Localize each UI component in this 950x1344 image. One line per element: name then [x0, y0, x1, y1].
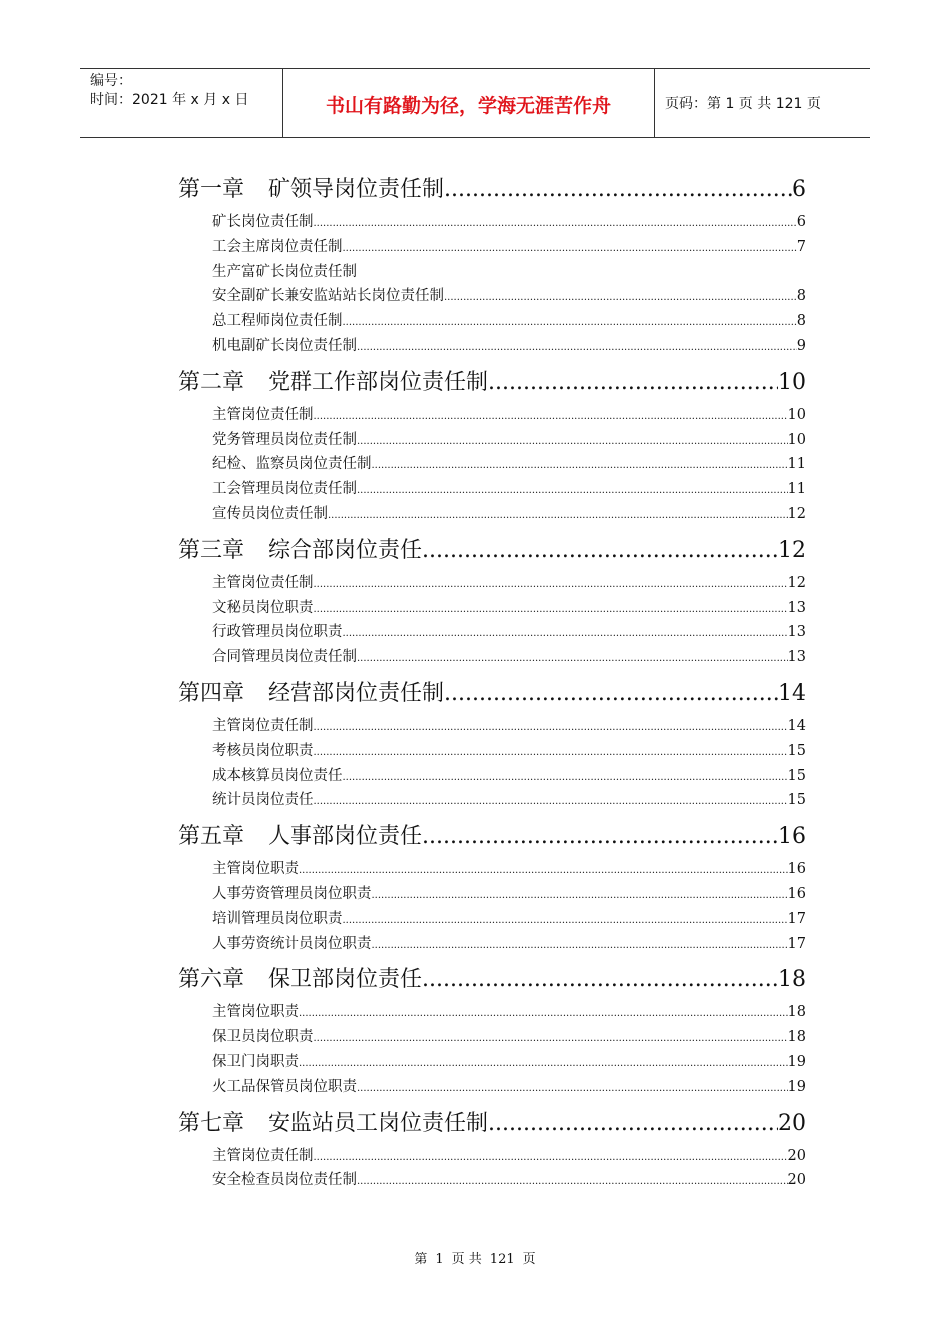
- footer-suffix: 页: [522, 1252, 536, 1267]
- chapter-page: 12: [778, 537, 806, 563]
- chapter-title: 综合部岗位责任: [268, 537, 423, 563]
- dot-leader: [299, 865, 788, 876]
- dot-leader: [357, 342, 797, 353]
- header-meta-cell: [80, 69, 283, 137]
- page-footer: [0, 1248, 950, 1267]
- section-title: 党务管理员岗位责任制: [212, 431, 357, 448]
- section-entry[interactable]: [178, 210, 806, 235]
- section-entry[interactable]: [178, 907, 806, 932]
- chapter-entry[interactable]: [178, 1106, 806, 1138]
- dot-leader: [314, 579, 788, 590]
- dot-leader: [299, 1058, 788, 1069]
- chapter-number: 第五章: [178, 824, 245, 850]
- chapter-label: [178, 172, 444, 203]
- dot-leader: [314, 796, 788, 807]
- section-title: 培训管理员岗位职责: [212, 910, 343, 927]
- section-title: 宣传员岗位责任制: [212, 505, 328, 522]
- section-page: 15: [787, 792, 806, 809]
- dot-leader: [488, 1111, 778, 1136]
- section-entry[interactable]: [178, 403, 806, 428]
- section-page: 10: [787, 431, 806, 448]
- section-entry[interactable]: [178, 284, 806, 309]
- chapter-entry[interactable]: [178, 962, 806, 994]
- chapter-entry[interactable]: [178, 819, 806, 851]
- section-title: 主管岗位责任制: [212, 406, 314, 423]
- table-of-contents: [178, 166, 806, 1193]
- motto-text: 书山有路勤为径，学海无涯苦作舟: [325, 95, 611, 117]
- dot-leader: [343, 628, 788, 639]
- section-page: 13: [787, 649, 806, 666]
- code-label: 编号：: [90, 73, 132, 89]
- chapter-title: 经营部岗位责任制: [268, 680, 445, 706]
- header-page-cell: [655, 69, 870, 137]
- section-title: 火工品保管员岗位职责: [212, 1078, 357, 1095]
- dot-leader: [422, 824, 778, 849]
- section-title: 合同管理员岗位责任制: [212, 649, 357, 666]
- section-entry[interactable]: [178, 1075, 806, 1100]
- section-page: 10: [787, 406, 806, 423]
- dot-leader: [422, 967, 778, 992]
- section-entry[interactable]: [178, 764, 806, 789]
- section-title: 工会管理员岗位责任制: [212, 481, 357, 498]
- dot-leader: [357, 485, 788, 496]
- dot-leader: [357, 1176, 788, 1187]
- chapter-page: 14: [778, 680, 806, 706]
- chapter-title: 人事部岗位责任: [268, 824, 423, 850]
- footer-current-page: 1: [435, 1252, 444, 1267]
- section-title: 人事劳资管理员岗位职责: [212, 885, 372, 902]
- chapter-entry[interactable]: [178, 172, 806, 204]
- chapter-page: 6: [792, 177, 806, 202]
- dot-leader: [357, 436, 788, 447]
- section-title: 主管岗位职责: [212, 861, 299, 878]
- dot-leader: [444, 681, 778, 706]
- section-entry[interactable]: [178, 1168, 806, 1193]
- section-entry[interactable]: [178, 477, 806, 502]
- section-entry[interactable]: [178, 739, 806, 764]
- section-title: 总工程师岗位责任制: [212, 313, 343, 330]
- chapter-number: 第六章: [178, 967, 245, 993]
- section-page: 16: [787, 861, 806, 878]
- section-page: 15: [787, 742, 806, 759]
- chapter-title: 矿领导岗位责任制: [268, 177, 445, 202]
- section-title: 主管岗位责任制: [212, 1147, 314, 1164]
- section-title: 机电副矿长岗位责任制: [212, 337, 357, 354]
- section-page: 7: [796, 238, 806, 255]
- chapter-title: 保卫部岗位责任: [268, 967, 423, 993]
- dot-leader: [444, 177, 792, 202]
- section-entry[interactable]: [178, 932, 806, 957]
- section-title: 矿长岗位责任制: [212, 214, 314, 230]
- section-page: 18: [787, 1029, 806, 1046]
- dot-leader: [314, 1033, 788, 1044]
- section-title: 人事劳资统计员岗位职责: [212, 935, 372, 952]
- section-entry[interactable]: [178, 334, 806, 359]
- dot-leader: [299, 1008, 788, 1019]
- section-page: 13: [787, 624, 806, 641]
- section-page: 8: [796, 313, 806, 330]
- dot-leader: [314, 747, 788, 758]
- section-entry[interactable]: [178, 235, 806, 260]
- section-entry[interactable]: [178, 1144, 806, 1169]
- chapter-title: 党群工作部岗位责任制: [268, 369, 489, 395]
- chapter-page: 18: [778, 967, 806, 993]
- section-title: 主管岗位责任制: [212, 574, 314, 591]
- dot-leader: [314, 722, 788, 733]
- section-entry[interactable]: [178, 714, 806, 739]
- footer-total-pages: 121: [489, 1252, 515, 1267]
- section-entry[interactable]: [178, 1050, 806, 1075]
- chapter-page: 10: [778, 369, 806, 395]
- section-entry[interactable]: [178, 260, 806, 285]
- dot-leader: [372, 940, 788, 951]
- chapter-number: 第七章: [178, 1110, 245, 1136]
- section-entry[interactable]: [178, 645, 806, 670]
- section-page: 15: [787, 767, 806, 784]
- section-entry[interactable]: [178, 309, 806, 334]
- dot-leader: [343, 317, 797, 328]
- chapter-entry[interactable]: [178, 533, 806, 565]
- chapter-label: [178, 819, 422, 850]
- dot-leader: [372, 890, 788, 901]
- section-page: 9: [796, 337, 806, 354]
- section-title: 保卫员岗位职责: [212, 1029, 314, 1046]
- section-page: 18: [787, 1004, 806, 1021]
- section-entry[interactable]: [178, 1025, 806, 1050]
- section-page: 8: [796, 288, 806, 305]
- dot-leader: [343, 243, 797, 254]
- footer-prefix: 第: [414, 1252, 428, 1267]
- section-title: 生产富矿长岗位责任制: [212, 263, 357, 280]
- chapter-label: [178, 1106, 488, 1137]
- section-title: 文秘员岗位职责: [212, 599, 314, 616]
- page-info: 页码：第 1 页 共 121 页: [665, 96, 821, 112]
- section-title: 工会主席岗位责任制: [212, 238, 343, 255]
- section-entry[interactable]: [178, 596, 806, 621]
- dot-leader: [372, 460, 788, 471]
- section-entry[interactable]: [178, 788, 806, 813]
- section-page: 17: [787, 935, 806, 952]
- dot-leader: [328, 510, 788, 521]
- chapter-label: [178, 365, 488, 396]
- section-entry[interactable]: [178, 620, 806, 645]
- chapter-number: 第二章: [178, 369, 245, 395]
- section-page: 20: [787, 1172, 806, 1189]
- section-title: 保卫门岗职责: [212, 1053, 299, 1070]
- time-label: 时间：2021 年 x 月 x 日: [90, 92, 249, 108]
- section-title: 考核员岗位职责: [212, 742, 314, 759]
- section-page: 14: [787, 717, 806, 734]
- page-header: [80, 68, 870, 138]
- section-entry[interactable]: [178, 1000, 806, 1025]
- section-page: 20: [787, 1147, 806, 1164]
- dot-leader: [488, 370, 778, 395]
- section-page: 17: [787, 910, 806, 927]
- section-entry[interactable]: [178, 452, 806, 477]
- chapter-entry[interactable]: [178, 676, 806, 708]
- dot-leader: [357, 1083, 788, 1094]
- section-entry[interactable]: [178, 882, 806, 907]
- chapter-page: 16: [778, 824, 806, 850]
- section-page: 11: [787, 481, 806, 498]
- section-page: 12: [787, 574, 806, 591]
- section-entry[interactable]: [178, 857, 806, 882]
- section-page: 19: [787, 1078, 806, 1095]
- chapter-label: [178, 962, 422, 993]
- dot-leader: [422, 538, 778, 563]
- dot-leader: [314, 1152, 788, 1163]
- dot-leader: [444, 292, 797, 303]
- section-title: 安全副矿长兼安监站站长岗位责任制: [212, 288, 444, 305]
- chapter-page: 20: [778, 1110, 806, 1136]
- footer-mid: 页 共: [451, 1252, 482, 1267]
- section-page: 6: [796, 214, 806, 230]
- section-entry[interactable]: [178, 428, 806, 453]
- section-title: 行政管理员岗位职责: [212, 624, 343, 641]
- chapter-number: 第三章: [178, 537, 245, 563]
- section-title: 纪检、监察员岗位责任制: [212, 456, 372, 473]
- chapter-entry[interactable]: [178, 365, 806, 397]
- section-page: 11: [787, 456, 806, 473]
- chapter-label: [178, 533, 422, 564]
- chapter-number: 第一章: [178, 177, 245, 202]
- section-title: 成本核算员岗位责任: [212, 767, 343, 784]
- section-page: 13: [787, 599, 806, 616]
- chapter-number: 第四章: [178, 680, 245, 706]
- header-motto-cell: [283, 69, 655, 137]
- section-title: 统计员岗位责任: [212, 792, 314, 809]
- dot-leader: [343, 772, 788, 783]
- section-title: 主管岗位责任制: [212, 717, 314, 734]
- chapter-label: [178, 676, 444, 707]
- dot-leader: [357, 653, 788, 664]
- section-entry[interactable]: [178, 502, 806, 527]
- dot-leader: [343, 915, 788, 926]
- chapter-title: 安监站员工岗位责任制: [268, 1110, 489, 1136]
- section-page: 16: [787, 885, 806, 902]
- section-title: 安全检查员岗位责任制: [212, 1172, 357, 1189]
- dot-leader: [314, 411, 788, 422]
- dot-leader: [314, 604, 788, 615]
- section-page: 12: [787, 505, 806, 522]
- section-page: 19: [787, 1053, 806, 1070]
- dot-leader: [314, 218, 797, 229]
- section-entry[interactable]: [178, 571, 806, 596]
- section-title: 主管岗位职责: [212, 1004, 299, 1021]
